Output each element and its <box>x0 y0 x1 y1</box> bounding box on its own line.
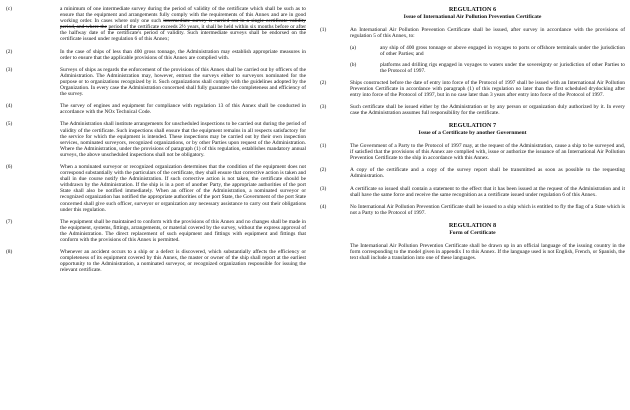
paragraph-7 <box>6 219 306 243</box>
reg7-paragraph-4 <box>320 204 625 216</box>
regulation-7-subtitle: Issue of a Certificate by another Government <box>418 130 527 137</box>
paragraph-number: (7) <box>6 218 13 225</box>
paragraph-number: (a) <box>350 45 356 52</box>
reg6-subparagraph-a <box>350 45 625 57</box>
paragraph-text: any ship of 400 gross tonnage or above engaged in voyages to ports or offshore terminals under the jurisdiction of other Parties; and <box>380 45 625 58</box>
reg6-paragraph-2 <box>320 80 625 98</box>
paragraph-number: (c) <box>6 6 12 12</box>
paragraph-3 <box>6 67 306 97</box>
paragraph-number: (2) <box>320 79 327 86</box>
left-column <box>6 6 306 279</box>
reg7-paragraph-2 <box>320 167 625 179</box>
reg7-paragraph-1 <box>320 143 625 161</box>
paragraph-number: (4) <box>320 203 327 210</box>
reg6-paragraph-3 <box>320 104 625 116</box>
paragraph-number: (4) <box>6 103 13 110</box>
paragraph-text: Such certificate shall be issued either by the Administration or by any person or organization duly authorized by it. In every case the Administration assumes full responsibility for the certificate. <box>350 103 625 116</box>
paragraph-number: (5) <box>6 121 13 128</box>
paragraph-text: platforms and drilling rigs engaged in voyages to waters under the sovereignty or jurisdiction of other Parties to the Protocol of 1997. <box>380 62 625 75</box>
paragraph-number: (2) <box>6 48 13 55</box>
paragraph-text: No International Air Pollution Prevention Certificate shall be issued to a ship which is entitled to fly the flag of a State which is not a Party to the Protocol of 1997. <box>350 203 625 216</box>
regulation-8-subtitle: Form of Certificate <box>449 229 496 236</box>
paragraph-text: Surveys of ships as regards the enforcement of the provisions of this Annex shall be carried out by officers of the Administration. The Administration may, however, entrust the surveys either to surveyors nominated for the purpose or to organizations recognized by it. Such organizations shall comply with the guidelines adopted by the Organization. In every case the Administration concerned shall fully guarantee the completeness and efficiency of the survey. <box>60 66 306 98</box>
regulation-6-subtitle: Issue of International Air Pollution Prevention Certificate <box>403 14 542 20</box>
paragraph-text: Whenever an accident occurs to a ship or a defect is discovered, which substantially affects the efficiency or completeness of its equipment covered by this Annex, the master or owner of the ship shall report at the earliest opportunity to the Administration, a nominated surveyor, or recognized organization responsible for issuing the relevant certificate. <box>60 249 306 274</box>
paragraph-c <box>6 6 306 43</box>
paragraph-6 <box>6 164 306 213</box>
regulation-6-title: REGULATION 6 <box>448 6 497 13</box>
paragraph-number: (1) <box>320 27 327 33</box>
paragraph-8 <box>6 249 306 273</box>
paragraph-text: A copy of the certificate and a copy of the survey report shall be transmitted as soon as possible to the requesting Administration. <box>350 167 625 180</box>
reg8-paragraph-1 <box>320 243 625 261</box>
right-column <box>320 6 625 267</box>
reg7-paragraph-3 <box>320 186 625 198</box>
paragraph-number: (8) <box>6 249 13 256</box>
paragraph-number: (3) <box>320 185 327 192</box>
paragraph-text: The Administration shall institute arrangements for unscheduled inspections to be carried out during the period of validity of the certificate. Such inspections shall ensure that the equipment remains in all respects satisfactory for the service for which the equipment is intended. These inspections may be carried out by their own inspection services, nominated surveyors, recognized organizations, or by other Parties upon request of the Administration. Where the Administration, under the provisions of paragraph (1) of this regulation, establishes mandatory annual surveys, the above unscheduled inspections shall not be obligatory. <box>60 121 306 158</box>
struck-text: intermediate survey is carried out in a single certificate validity period, and where the <box>60 18 306 31</box>
paragraph-number: (2) <box>320 167 327 174</box>
paragraph-number: (3) <box>6 66 13 73</box>
paragraph-number: (3) <box>320 103 327 110</box>
paragraph-number: (1) <box>320 143 327 150</box>
paragraph-text: In the case of ships of less than 400 gross tonnage, the Administration may establish appropriate measures in order to ensure that the applicable provisions of this Annex are complied with. <box>60 48 306 61</box>
reg6-subparagraph-b <box>350 62 625 74</box>
paragraph-4 <box>6 103 306 115</box>
underlined-text: period of the certificate exceeds 2½ years, it shall be held within six months before or after <box>108 24 307 31</box>
paragraph-number: (6) <box>6 163 13 170</box>
regulation-8-title: REGULATION 8 <box>448 221 497 229</box>
paragraph-text: Ships constructed before the date of entry into force of the Protocol of 1997 shall be issued with an International Air Pollution Prevention Certificate in accordance with paragraph (1) of this regulation no later than the first scheduled drydocking after entry into force of the Protocol of 1997, but in no case later than 3 years after entry into force of the Protocol of 1997. <box>350 79 625 98</box>
paragraph-text: The equipment shall be maintained to conform with the provisions of this Annex and no changes shall be made in the equipment, systems, fittings, arrangements, or material covered by the survey, without the express approval of the Administration. The direct replacement of such equipment and fittings with equipment and fittings that conform with the provisions of this Annex is permitted. <box>60 218 306 243</box>
paragraph-text: An International Air Pollution Prevention Certificate shall be issued, after survey in accordance with the provisions of regulation 5 of this Annex, to: <box>350 27 625 40</box>
paragraph-text: A certificate so issued shall contain a statement to the effect that it has been issued at the request of the Administration and it shall have the same force and receive the same recognition as a certificate issued under regulation 6 of this Annex. <box>350 185 625 198</box>
reg6-paragraph-1 <box>320 27 625 39</box>
paragraph-text: The Government of a Party to the Protocol of 1997 may, at the request of the Administration, cause a ship to be surveyed and, if satisfied that the provisions of this Annex are complied with, issue or authorize the issuance of an International Air Pollution Prevention Certificate to the ship in accordance with this Annex. <box>350 143 625 162</box>
paragraph-5 <box>6 121 306 158</box>
paragraph-2 <box>6 49 306 61</box>
paragraph-text: When a nominated surveyor or recognized organization determines that the condition of the equipment does not correspond substantially with the particulars of the certificate, they shall ensure that corrective action is taken and shall in due course notify the Administration. If such corrective action is not taken, the certificate should be withdrawn by the Administration. If the ship is in a port of another Party, the appropriate authorities of the port State shall also be notified immediately. When an officer of the Administration, a nominated surveyor or recognized organization has notified the appropriate authorities of the port State, the Government of the port State concerned shall give such officer, surveyor or organization any necessary assistance to carry out their obligations under this regulation. <box>60 163 306 213</box>
paragraph-text: The International Air Pollution Prevention Certificate shall be drawn up in an official language of the issuing country in the form corresponding to the model given in appendix I to this Annex. If the language used is not English, French, or Spanish, the text shall include a translation into one of these languages. <box>350 242 625 262</box>
regulation-7-title: REGULATION 7 <box>448 122 497 130</box>
paragraph-number: (b) <box>350 62 357 69</box>
paragraph-text: The survey of engines and equipment for compliance with regulation 13 of this Annex shall be conducted in accordance with the NOx Technical Code. <box>60 103 306 116</box>
paragraph-text: a minimum of one intermediate survey during the period of validity of the certificate which shall be such as to ensure that the equipment and arrangements fully comply with the requirements of this Annex and are in good working order. In cases where only one such intermediate survey is carried out in a single certificate validity period, and where the period of the certificate exceeds 2½ years, it shall be held within six months before or after the halfway date of the certificate's period of validity. Such intermediate surveys shall be endorsed on the certificate issued under regulation 6 of this Annex; <box>60 6 307 43</box>
